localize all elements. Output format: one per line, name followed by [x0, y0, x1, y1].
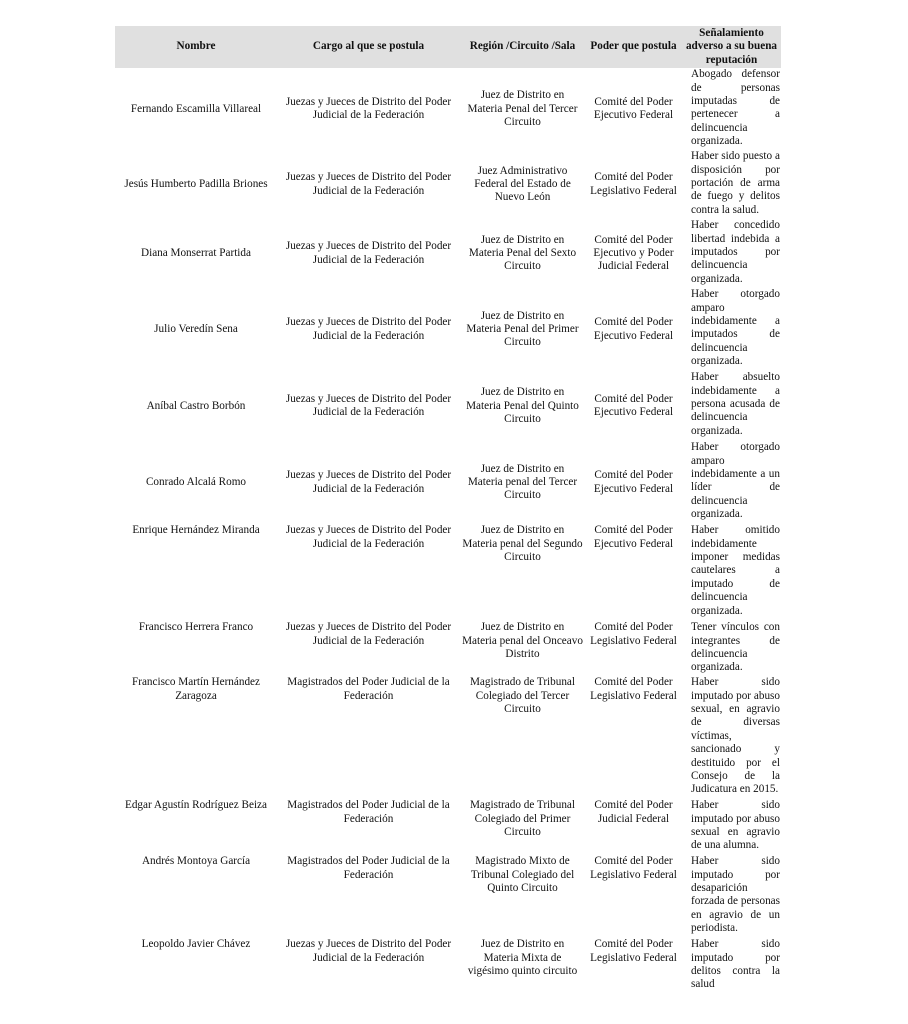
cell-poder: Comité del Poder Ejecutivo Federal: [593, 469, 674, 495]
cell-poder: Comité del Poder Ejecutivo Federal: [593, 524, 674, 550]
table-row: [115, 288, 781, 371]
cell-senalamiento: Haber sido imputado por desaparición forzada de personas en agravio de un periodista.: [691, 855, 780, 935]
table-row: [115, 621, 781, 676]
cell-senalamiento: Tener vínculos con integrantes de delincuencia organizada.: [691, 621, 780, 674]
cell-region: Juez de Distrito en Materia Penal del Primer Circuito: [466, 309, 579, 349]
cell-poder: Comité del Poder Legislativo Federal: [590, 171, 677, 197]
candidates-table-container: [115, 26, 781, 996]
cell-nombre: Diana Monserrat Partida: [141, 247, 251, 260]
cell-region: Magistrado de Tribunal Colegiado del Tercer Circuito: [469, 676, 576, 716]
cell-region: Juez Administrativo Federal del Estado de Nuevo León: [474, 164, 571, 204]
cell-nombre: Julio Veredín Sena: [154, 323, 238, 336]
table-header: [115, 26, 781, 68]
table-row: [115, 441, 781, 524]
cell-region: Magistrado Mixto de Tribunal Colegiado del Quinto Circuito: [470, 855, 575, 895]
cell-poder: Comité del Poder Legislativo Federal: [590, 676, 677, 702]
cell-senalamiento: Haber concedido libertad indebida a imputados por delincuencia organizada.: [691, 219, 780, 285]
cell-nombre: Francisco Herrera Franco: [138, 621, 254, 634]
cell-senalamiento: Haber omitido indebidamente imponer medidas cautelares a imputado de delincuencia organizada.: [691, 524, 780, 617]
header-poder: Poder que postula: [585, 26, 682, 68]
table-body: [115, 68, 781, 996]
cell-cargo: Juezas y Jueces de Distrito del Poder Judicial de la Federación: [285, 392, 452, 419]
cell-region: Magistrado de Tribunal Colegiado del Primer Circuito: [469, 799, 576, 839]
cell-senalamiento: Haber sido imputado por abuso sexual en agravio de una alumna.: [691, 799, 780, 852]
cell-cargo: Juezas y Jueces de Distrito del Poder Judicial de la Federación: [285, 938, 452, 964]
table-row: [115, 855, 781, 938]
cell-nombre: Fernando Escamilla Villareal: [130, 102, 262, 115]
cell-cargo: Juezas y Jueces de Distrito del Poder Judicial de la Federación: [285, 171, 452, 197]
cell-cargo: Juezas y Jueces de Distrito del Poder Judicial de la Federación: [285, 95, 452, 122]
cell-nombre: Francisco Martín Hernández Zaragoza: [132, 676, 260, 702]
cell-poder: Comité del Poder Legislativo Federal: [590, 938, 677, 964]
cell-senalamiento: Haber absuelto indebidamente a persona acusada de delincuencia organizada.: [691, 371, 780, 437]
table-row: [115, 799, 781, 855]
cell-senalamiento: Haber otorgado amparo indebidamente a imputados de delincuencia organizada.: [691, 288, 780, 368]
cell-poder: Comité del Poder Legislativo Federal: [590, 855, 677, 881]
table-row: [115, 676, 781, 799]
cell-region: Juez de Distrito en Materia penal del Tercer Circuito: [467, 462, 578, 502]
table-row: [115, 524, 781, 621]
header-cargo: Cargo al que se postula: [277, 26, 460, 68]
cell-poder: Comité del Poder Judicial Federal: [594, 799, 673, 825]
cell-nombre: Aníbal Castro Borbón: [146, 399, 246, 412]
cell-region: Juez de Distrito en Materia Mixta de vigésimo quinto circuito: [467, 938, 578, 978]
header-nombre: Nombre: [115, 26, 277, 68]
cell-region: Juez de Distrito en Materia penal del Segundo Circuito: [462, 524, 583, 564]
cell-cargo: Juezas y Jueces de Distrito del Poder Judicial de la Federación: [285, 240, 452, 266]
cell-senalamiento: Abogado defensor de personas imputadas de pertenecer a delincuencia organizada.: [691, 68, 780, 148]
cell-nombre: Edgar Agustín Rodríguez Beiza: [125, 799, 267, 812]
cell-nombre: Jesús Humberto Padilla Briones: [124, 178, 268, 191]
header-row: [115, 26, 781, 68]
cell-cargo: Juezas y Jueces de Distrito del Poder Judicial de la Federación: [285, 316, 452, 342]
cell-nombre: Andrés Montoya García: [141, 855, 251, 868]
cell-poder: Comité del Poder Ejecutivo Federal: [593, 95, 674, 122]
cell-region: Juez de Distrito en Materia Penal del Sexto Circuito: [468, 233, 577, 273]
cell-poder: Comité del Poder Legislativo Federal: [590, 621, 677, 647]
table-row: [115, 68, 781, 150]
cell-region: Juez de Distrito en Materia Penal del Tercer Circuito: [467, 89, 578, 128]
cell-nombre: Enrique Hernández Miranda: [132, 524, 260, 537]
cell-poder: Comité del Poder Ejecutivo Federal: [593, 316, 674, 342]
cell-cargo: Juezas y Jueces de Distrito del Poder Judicial de la Federación: [285, 524, 452, 550]
cell-cargo: Magistrados del Poder Judicial de la Federación: [287, 799, 450, 825]
cell-cargo: Magistrados del Poder Judicial de la Federación: [287, 676, 450, 702]
header-region: Región /Circuito /Sala: [460, 26, 585, 68]
cell-senalamiento: Haber sido puesto a disposición por portación de arma de fuego y delitos contra la salud.: [691, 150, 780, 216]
cell-cargo: Juezas y Jueces de Distrito del Poder Judicial de la Federación: [285, 621, 452, 647]
cell-senalamiento: Haber otorgado amparo indebidamente a un líder de delincuencia organizada.: [691, 441, 780, 521]
cell-region: Juez de Distrito en Materia Penal del Quinto Circuito: [466, 386, 579, 425]
cell-poder: Comité del Poder Ejecutivo y Poder Judicial Federal: [593, 233, 674, 273]
cell-poder: Comité del Poder Ejecutivo Federal: [593, 392, 674, 419]
header-senalamiento: Señalamiento adverso a su buena reputación: [682, 26, 781, 68]
cell-nombre: Conrado Alcalá Romo: [145, 476, 247, 489]
table-row: [115, 219, 781, 288]
cell-region: Juez de Distrito en Materia penal del Onceavo Distrito: [462, 621, 583, 661]
candidates-table: [115, 26, 781, 996]
table-row: [115, 371, 781, 441]
cell-nombre: Leopoldo Javier Chávez: [141, 938, 251, 951]
cell-cargo: Juezas y Jueces de Distrito del Poder Judicial de la Federación: [285, 469, 452, 495]
cell-cargo: Magistrados del Poder Judicial de la Federación: [287, 855, 450, 881]
table-row: [115, 150, 781, 219]
table-row: [115, 938, 781, 996]
cell-senalamiento: Haber sido imputado por delitos contra la salud: [691, 938, 780, 991]
cell-senalamiento: Haber sido imputado por abuso sexual, en agravio de diversas víctimas, sancionado y destituido por el Consejo de la Judicatura en 2015.: [691, 676, 780, 796]
